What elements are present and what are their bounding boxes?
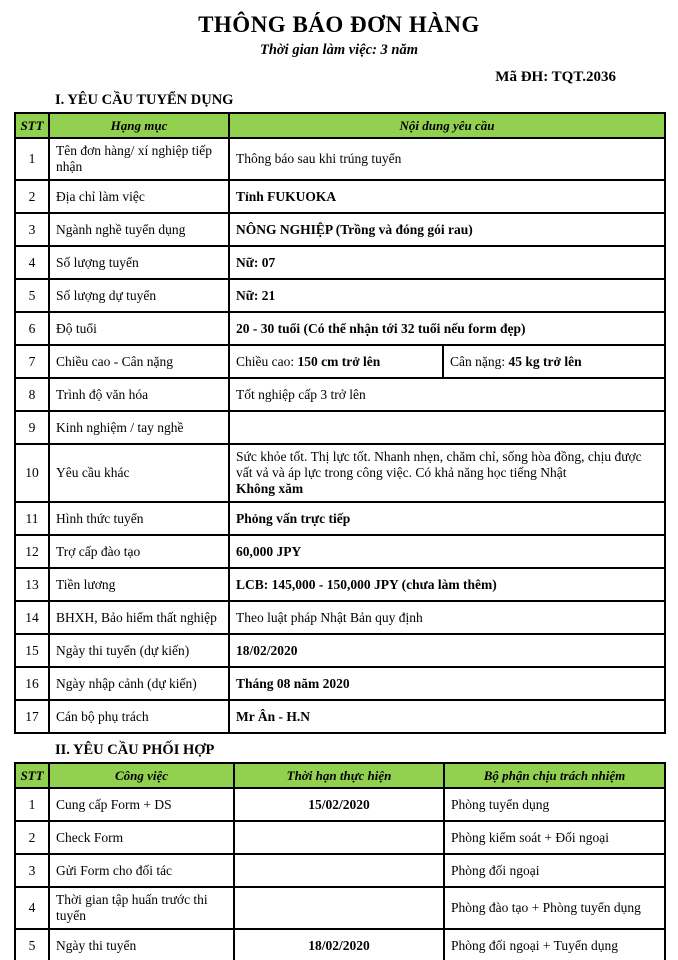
- stt-cell: 8: [15, 378, 49, 411]
- content-cell: [229, 246, 665, 279]
- stt-cell: 5: [15, 929, 49, 960]
- task-cell: Cung cấp Form + DS: [49, 788, 234, 821]
- table-row: [15, 411, 665, 444]
- stt-cell: 2: [15, 180, 49, 213]
- table-row: [15, 667, 665, 700]
- stt-cell: 4: [15, 246, 49, 279]
- content-text: Không xăm: [236, 481, 304, 496]
- stt-cell: 12: [15, 535, 49, 568]
- table-row: [15, 854, 665, 887]
- deadline-cell: 15/02/2020: [234, 788, 444, 821]
- content-text: Nữ: 21: [236, 287, 276, 303]
- table-row: [15, 444, 665, 502]
- recruitment-table: [14, 112, 666, 734]
- table-row: [15, 700, 665, 733]
- coordination-table: [14, 762, 666, 960]
- content-cell: [229, 180, 665, 213]
- table-row: [15, 601, 665, 634]
- stt-cell: 5: [15, 279, 49, 312]
- item-label-cell: Tên đơn hàng/ xí nghiệp tiếp nhận: [49, 138, 229, 180]
- content-cell: [229, 279, 665, 312]
- content-text: Tốt nghiệp cấp 3 trở lên: [236, 386, 366, 402]
- content-cell: [229, 378, 665, 411]
- item-label-cell: Số lượng tuyển: [49, 246, 229, 279]
- table-row: [15, 180, 665, 213]
- item-label-cell: Cán bộ phụ trách: [49, 700, 229, 733]
- coordination-table-body: [15, 788, 665, 960]
- content-text: Phỏng vấn trực tiếp: [236, 510, 351, 526]
- item-label-cell: BHXH, Bảo hiểm thất nghiệp: [49, 601, 229, 634]
- content-text: Chiều cao:: [236, 353, 298, 369]
- page-title: THÔNG BÁO ĐƠN HÀNG: [198, 12, 480, 37]
- column-header-deadline: Thời hạn thực hiện: [234, 763, 444, 788]
- item-label-cell: Ngày thi tuyển (dự kiến): [49, 634, 229, 667]
- content-text: 150 cm trở lên: [297, 353, 381, 369]
- stt-cell: 11: [15, 502, 49, 535]
- table-row: [15, 568, 665, 601]
- table-row: [15, 312, 665, 345]
- content-cell: [229, 444, 665, 502]
- stt-cell: 2: [15, 821, 49, 854]
- content-text: LCB: 145,000 - 150,000 JPY (chưa làm thêm): [236, 576, 497, 592]
- content-cell: [229, 411, 665, 444]
- item-label-cell: Địa chỉ làm việc: [49, 180, 229, 213]
- recruitment-table-header-row: [15, 113, 665, 138]
- content-cell: [229, 667, 665, 700]
- stt-cell: 6: [15, 312, 49, 345]
- column-header-item: Hạng mục: [49, 113, 229, 138]
- item-label-cell: Ngành nghề tuyển dụng: [49, 213, 229, 246]
- department-cell: Phòng kiểm soát + Đối ngoại: [444, 821, 665, 854]
- stt-cell: 10: [15, 444, 49, 502]
- content-cell: [229, 213, 665, 246]
- item-label-cell: Trợ cấp đào tạo: [49, 535, 229, 568]
- table-row: [15, 634, 665, 667]
- content-cell: [229, 138, 665, 180]
- stt-cell: 1: [15, 138, 49, 180]
- column-header-stt: STT: [15, 113, 49, 138]
- coordination-table-header-row: [15, 763, 665, 788]
- item-label-cell: Chiều cao - Cân nặng: [49, 345, 229, 378]
- stt-cell: 3: [15, 213, 49, 246]
- stt-cell: 17: [15, 700, 49, 733]
- column-header-content: Nội dung yêu cầu: [229, 113, 665, 138]
- task-cell: Gửi Form cho đối tác: [49, 854, 234, 887]
- table-row: [15, 887, 665, 929]
- content-cell: [229, 312, 665, 345]
- deadline-cell: [234, 821, 444, 854]
- order-code: Mã ĐH: TQT.2036: [495, 69, 616, 85]
- item-label-cell: Kinh nghiệm / tay nghề: [49, 411, 229, 444]
- item-label-cell: Yêu cầu khác: [49, 444, 229, 502]
- section2-heading: II. YÊU CẦU PHỐI HỢP: [55, 742, 215, 758]
- item-label-cell: Độ tuổi: [49, 312, 229, 345]
- table-row: [15, 279, 665, 312]
- content-text: Sức khỏe tốt. Thị lực tốt. Nhanh nhẹn, chăm chỉ, sống hòa đồng, chịu được vất vả và áp lực trong công việc. Có khả năng học tiếng Nhật: [236, 449, 642, 480]
- content-text: Thông báo sau khi trúng tuyển: [236, 151, 402, 166]
- item-label-cell: Tiền lương: [49, 568, 229, 601]
- page-subtitle: Thời gian làm việc: 3 năm: [259, 42, 418, 58]
- item-label-cell: Hình thức tuyển: [49, 502, 229, 535]
- task-cell: Thời gian tập huấn trước thi tuyển: [49, 887, 234, 929]
- stt-cell: 1: [15, 788, 49, 821]
- content-cell: [229, 568, 665, 601]
- department-cell: Phòng đối ngoại: [444, 854, 665, 887]
- stt-cell: 13: [15, 568, 49, 601]
- content-cell: [229, 601, 665, 634]
- table-row: [15, 929, 665, 960]
- stt-cell: 16: [15, 667, 49, 700]
- stt-cell: 15: [15, 634, 49, 667]
- content-text: Tháng 08 năm 2020: [236, 675, 350, 691]
- table-row: [15, 788, 665, 821]
- table-row: [15, 138, 665, 180]
- stt-cell: 14: [15, 601, 49, 634]
- stt-cell: 4: [15, 887, 49, 929]
- department-cell: Phòng đào tạo + Phòng tuyển dụng: [444, 887, 665, 929]
- stt-cell: 7: [15, 345, 49, 378]
- content-text: Theo luật pháp Nhật Bản quy định: [236, 609, 423, 625]
- department-cell: Phòng đối ngoại + Tuyển dụng: [444, 929, 665, 960]
- item-label-cell: Số lượng dự tuyển: [49, 279, 229, 312]
- table-row: [15, 378, 665, 411]
- stt-cell: 3: [15, 854, 49, 887]
- department-cell: Phòng tuyển dụng: [444, 788, 665, 821]
- deadline-cell: [234, 854, 444, 887]
- item-label-cell: Trình độ văn hóa: [49, 378, 229, 411]
- column-header-department: Bộ phận chịu trách nhiệm: [444, 763, 665, 788]
- recruitment-table-body: [15, 138, 665, 733]
- content-text: 18/02/2020: [236, 642, 298, 658]
- stt-cell: 9: [15, 411, 49, 444]
- content-cell: [229, 634, 665, 667]
- content-text: 20 - 30 tuổi (Có thể nhận tới 32 tuổi nếu form đẹp): [236, 320, 526, 336]
- table-row: [15, 246, 665, 279]
- table-row: [15, 502, 665, 535]
- table-row: [15, 345, 665, 378]
- content-text: 60,000 JPY: [236, 543, 302, 559]
- task-cell: Ngày thi tuyển: [49, 929, 234, 960]
- table-row: [15, 821, 665, 854]
- content-text: Tỉnh FUKUOKA: [236, 188, 337, 204]
- content-cell: [229, 502, 665, 535]
- table-row: [15, 213, 665, 246]
- content-cell: [229, 345, 443, 378]
- content-cell: [229, 535, 665, 568]
- content-text: Nữ: 07: [236, 254, 276, 270]
- content-cell: [443, 345, 665, 378]
- deadline-cell: 18/02/2020: [234, 929, 444, 960]
- content-cell: [229, 700, 665, 733]
- column-header-stt: STT: [15, 763, 49, 788]
- table-row: [15, 535, 665, 568]
- deadline-cell: [234, 887, 444, 929]
- content-text: Cân nặng:: [450, 353, 509, 369]
- item-label-cell: Ngày nhập cảnh (dự kiến): [49, 667, 229, 700]
- task-cell: Check Form: [49, 821, 234, 854]
- column-header-task: Công việc: [49, 763, 234, 788]
- content-text: Mr Ân - H.N: [236, 708, 310, 724]
- content-text: 45 kg trở lên: [508, 353, 582, 369]
- section1-heading: I. YÊU CẦU TUYỂN DỤNG: [55, 92, 234, 108]
- content-text: NÔNG NGHIỆP (Trồng và đóng gói rau): [236, 221, 473, 237]
